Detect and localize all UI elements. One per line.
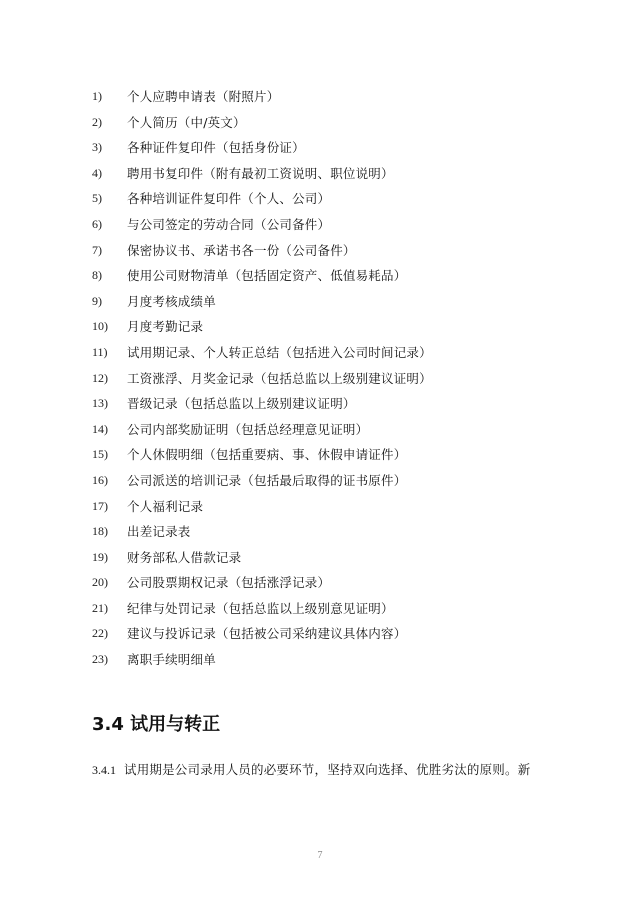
list-item <box>92 186 432 212</box>
list-item <box>92 263 432 289</box>
list-item-text: 保密协议书、承诺书各一份（公司备件） <box>127 242 356 258</box>
list-item-text: 月度考核成绩单 <box>127 293 216 309</box>
list-item-text: 公司股票期权记录（包括涨浮记录） <box>127 575 331 591</box>
list-item <box>92 621 432 647</box>
list-item-number: 12) <box>92 370 108 385</box>
list-item-text: 建议与投诉记录（包括被公司采纳建议具体内容） <box>127 626 407 642</box>
page-number: 7 <box>317 850 323 861</box>
paragraph-number: 3.4.1 <box>92 763 116 777</box>
paragraph <box>92 760 530 778</box>
list-item <box>92 366 432 392</box>
list-item-text: 月度考勤记录 <box>127 319 204 335</box>
list-item <box>92 519 432 545</box>
list-item <box>92 340 432 366</box>
list-item-text: 公司派送的培训记录（包括最后取得的证书原件） <box>127 472 407 488</box>
list-item <box>92 110 432 136</box>
list-item <box>92 596 432 622</box>
list-item <box>92 135 432 161</box>
list-item-number: 18) <box>92 524 108 539</box>
list-item <box>92 468 432 494</box>
list-item-text: 纪律与处罚记录（包括总监以上级别意见证明） <box>127 600 394 616</box>
list-item-text: 个人应聘申请表（附照片） <box>127 89 280 104</box>
list-item-number: 21) <box>92 600 108 615</box>
list-item-text: 离职手续明细单 <box>127 652 216 668</box>
list-item-text: 聘用书复印件（附有最初工资说明、职位说明） <box>127 165 394 181</box>
list-item-text: 公司内部奖励证明（包括总经理意见证明） <box>127 421 369 437</box>
list-item-text: 工资涨浮、月奖金记录（包括总监以上级别建议证明） <box>127 370 432 386</box>
list-item-number: 19) <box>92 549 108 564</box>
list-item-number: 2) <box>92 114 102 129</box>
list-item-text: 出差记录表 <box>127 524 191 540</box>
paragraph-text: 试用期是公司录用人员的必要环节，坚持双向选择、优胜劣汰的原则。新 <box>124 762 531 777</box>
list-item-number: 14) <box>92 421 108 436</box>
section-heading: 3.4 试用与转正 <box>92 714 221 735</box>
list-item-text: 与公司签定的劳动合同（公司备件） <box>127 216 331 232</box>
list-item-text: 个人福利记录 <box>127 498 204 514</box>
list-item <box>92 84 432 110</box>
list-item-number: 13) <box>92 396 108 411</box>
list-item <box>92 570 432 596</box>
list-item-text: 试用期记录、个人转正总结（包括进入公司时间记录） <box>127 344 432 360</box>
list-item-text: 各种证件复印件（包括身份证） <box>127 140 305 156</box>
list-item <box>92 545 432 571</box>
list-item-text: 个人简历（中/英文） <box>127 114 246 130</box>
list-item-number: 20) <box>92 575 108 590</box>
list-item-number: 11) <box>92 344 108 359</box>
list-item-number: 22) <box>92 626 108 641</box>
list-item <box>92 417 432 443</box>
list-item-number: 1) <box>92 89 102 103</box>
list-item <box>92 238 432 264</box>
list-item-text: 各种培训证件复印件（个人、公司） <box>127 191 331 207</box>
list-item-text: 晋级记录（包括总监以上级别建议证明） <box>127 396 356 412</box>
list-item <box>92 647 432 673</box>
list-item <box>92 494 432 520</box>
list-item-number: 7) <box>92 242 102 257</box>
list-item <box>92 289 432 315</box>
list-item-number: 15) <box>92 447 108 462</box>
list-item-number: 5) <box>92 191 102 206</box>
list-item-number: 3) <box>92 140 102 155</box>
list-item <box>92 442 432 468</box>
list-item-number: 23) <box>92 652 108 667</box>
list-item-number: 10) <box>92 319 108 334</box>
list-item-number: 9) <box>92 293 102 308</box>
list-item-number: 6) <box>92 216 102 231</box>
list-item-number: 8) <box>92 268 102 283</box>
list-item <box>92 212 432 238</box>
list-item-number: 17) <box>92 498 108 513</box>
file-contents-list <box>92 84 432 673</box>
list-item <box>92 314 432 340</box>
list-item-text: 使用公司财物清单（包括固定资产、低值易耗品） <box>127 268 407 284</box>
list-item <box>92 391 432 417</box>
list-item <box>92 161 432 187</box>
list-item-number: 4) <box>92 165 102 180</box>
list-item-text: 个人休假明细（包括重要病、事、休假申请证件） <box>127 447 407 463</box>
list-item-text: 财务部私人借款记录 <box>127 549 242 565</box>
list-item-number: 16) <box>92 472 108 487</box>
